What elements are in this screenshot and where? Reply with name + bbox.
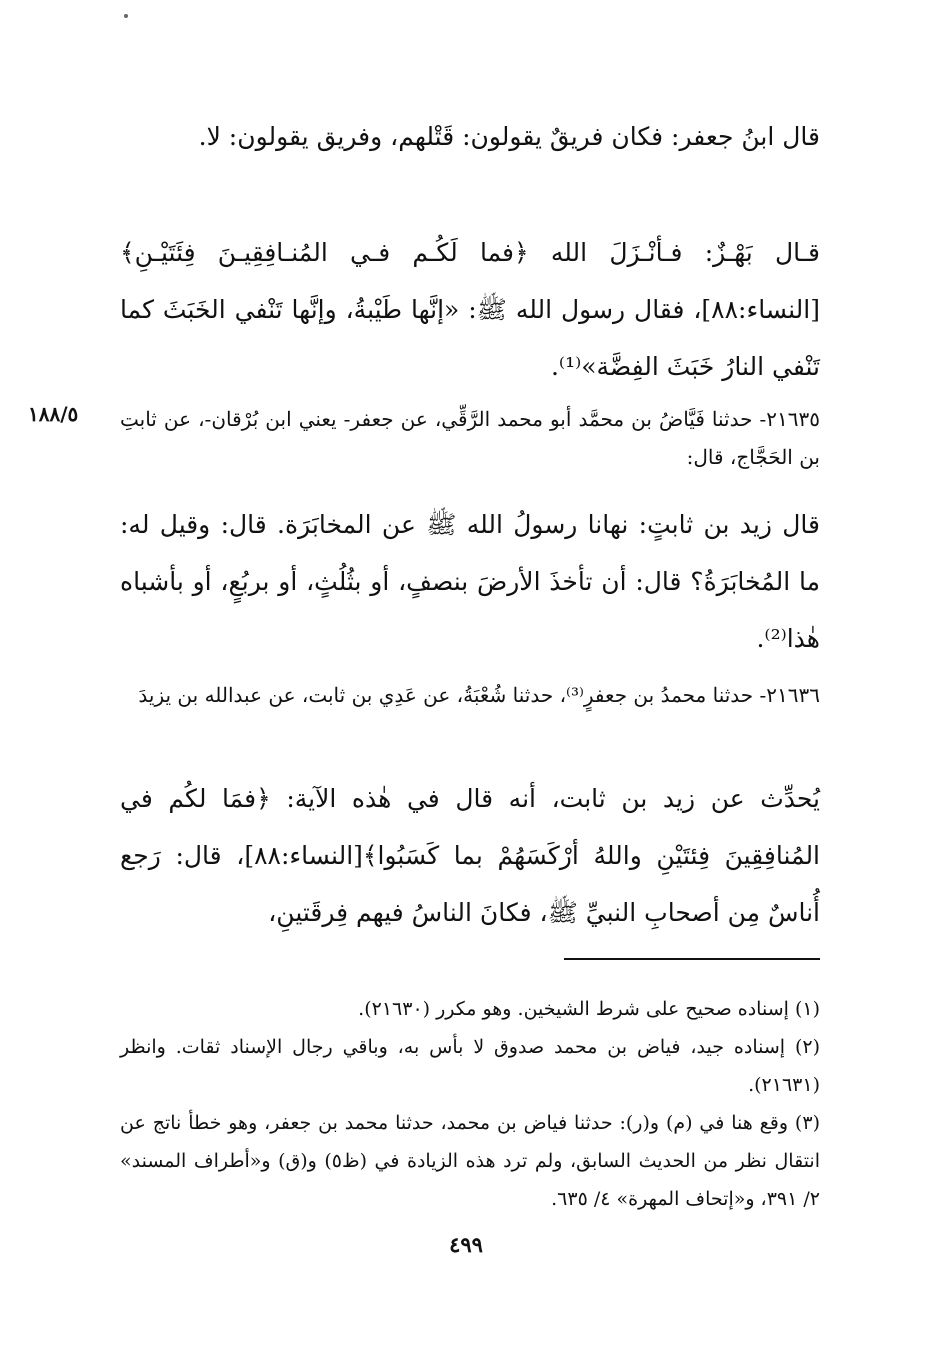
paragraph-bahz: قـال بَهْـزٌ: فـأنْـزَلَ الله ﴿فما لَكُـم فـي المُنـافِقِيـنَ فِئَتَيْـنِ﴾ [النساء:٨٨]، فقال رسول الله ﷺ: «إنَّها طَيْبةُ، وإنَّها تَنْفي الخَبَثَ كما تَنْفي النارُ خَبَثَ الفِضَّة»⁽¹⁾. [120, 238, 820, 381]
hadith-21635-isnad: ٢١٦٣٥- حدثنا فَيَّاضُ بن محمَّد أبو محمد الرَّقِّي، عن جعفر- يعني ابن بُرْقان-، عن ثابتِ بن الحَجَّاج، قال: [120, 407, 820, 469]
footnotes-section [120, 990, 820, 1218]
paragraph-ibn-jafar: قال ابنُ جعفر: فكان فريقٌ يقولون: قَتْلهم، وفريق يقولون: لا. [198, 122, 820, 151]
side-volume-reference: ١٨٨/٥ [28, 402, 79, 426]
hadith-21636-isnad: ٢١٦٣٦- حدثنا محمدُ بن جعفرٍ⁽³⁾، حدثنا شُعْبَةُ، عن عَدِي بن ثابت، عن عبدالله بن يزيدَ [138, 683, 820, 707]
paragraph-zayd-verse: يُحدِّث عن زيد بن ثابت، أنه قال في هٰذه الآية: ﴿فمَا لكُم في المُنافِقِينَ فِئتَيْنِ واللهُ أرْكَسَهُمْ بما كَسَبُوا﴾[النساء:٨٨]، قال: رَجع أُناسٌ مِن أصحابِ النبيِّ ﷺ، فكانَ الناسُ فيهم فِرقَتينِ، [120, 784, 821, 927]
paragraph-zayd-mukhabara: قال زيد بن ثابتٍ: نهانا رسولُ الله ﷺ عن المخابَرَة. قال: وقيل له: ما المُخابَرَةُ؟ قال: أن تأخذَ الأرضَ بنصفٍ، أو بثُلُثٍ، أو بربُعٍ، أو بأشباه هٰذا⁽²⁾. [120, 510, 820, 653]
corner-dot [124, 14, 128, 18]
page-number: ٤٩٩ [449, 1232, 483, 1257]
footnote-1: (١) إسناده صحيح على شرط الشيخين. وهو مكرر (٢١٦٣٠). [358, 998, 820, 1020]
footnote-separator [564, 958, 820, 960]
footnote-2: (٢) إسناده جيد، فياض بن محمد صدوق لا بأس به، وباقي رجال الإسناد ثقات. وانظر (٢١٦٣١). [120, 1036, 820, 1096]
footnote-3: (٣) وقع هنا في (م) و(ر): حدثنا فياض بن محمد، حدثنا محمد بن جعفر، وهو خطأ ناتج عن انتقال نظر من الحديث السابق، ولم ترد هذه الزيادة في (ظ٥) و(ق) و«أطراف المسند» ٢/ ٣٩١، و«إتحاف المهرة» ٤/ ٦٣٥. [120, 1112, 820, 1210]
